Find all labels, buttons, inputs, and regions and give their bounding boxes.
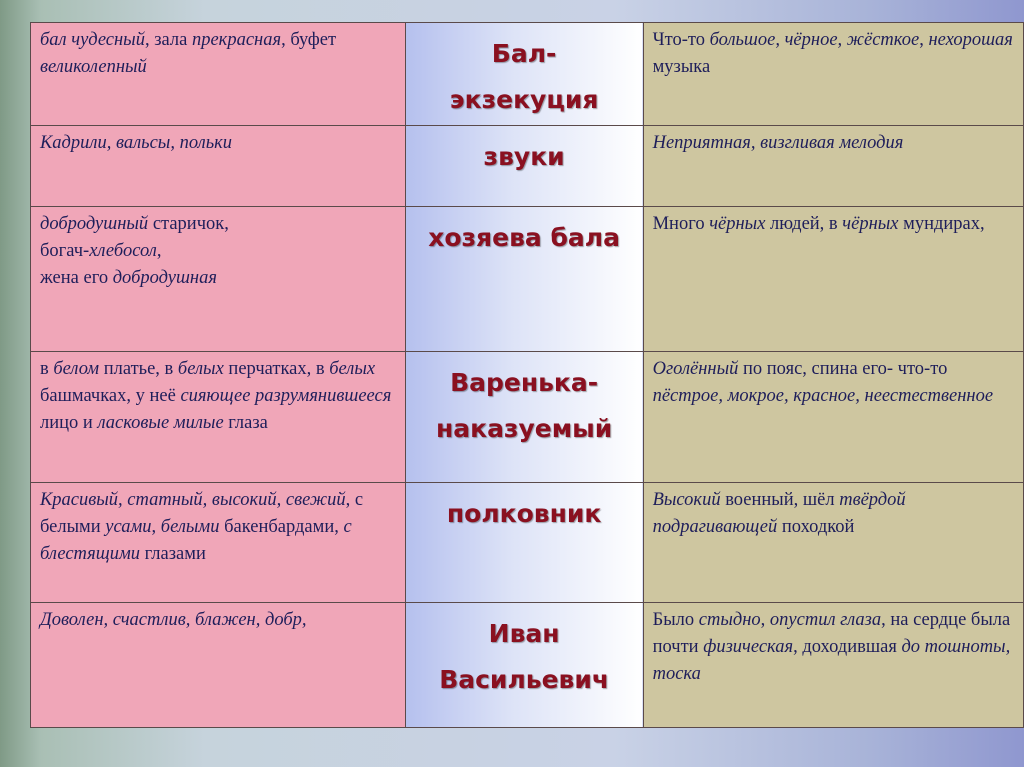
execution-description-cell <box>643 126 1023 207</box>
theme-cell <box>405 603 643 728</box>
text-segment: богач- <box>40 241 90 261</box>
comparison-table <box>30 22 1024 728</box>
theme-label: полковник <box>446 499 602 528</box>
text-segment: твёрдой подрагивающей <box>652 490 906 537</box>
table-row <box>31 126 1024 207</box>
text-segment: глазами <box>140 544 206 564</box>
text-segment: людей, в <box>765 214 843 234</box>
table-row <box>31 603 1024 728</box>
text-segment: военный, шёл <box>720 490 840 510</box>
ball-description-cell <box>31 352 406 483</box>
text-segment: лицо и <box>40 413 98 433</box>
text-segment: , <box>151 517 161 537</box>
text-segment: Высокий <box>652 490 721 510</box>
text-segment: перчатках, в <box>223 359 330 379</box>
text-segment: большое, чёрное, жёсткое <box>709 30 920 50</box>
cell-text <box>653 607 1014 688</box>
cell-text <box>653 356 1014 410</box>
cell-text <box>40 211 396 292</box>
theme-cell <box>405 483 643 603</box>
text-segment: Оголённый <box>652 359 739 379</box>
ball-description-cell <box>31 603 406 728</box>
text-segment: Что-то <box>652 30 710 50</box>
theme-label: Бал- экзекуция <box>449 39 599 114</box>
text-segment: старичок, <box>148 214 229 234</box>
text-segment: , доходившая <box>793 637 902 657</box>
text-segment: хлебосол <box>89 241 157 261</box>
text-segment: чёрных <box>709 214 766 234</box>
ball-description-cell <box>31 23 406 126</box>
cell-text <box>40 607 396 634</box>
text-segment: добродушная <box>112 268 217 288</box>
text-segment: , <box>156 241 162 261</box>
theme-cell <box>405 207 643 352</box>
cell-text <box>40 356 396 437</box>
ball-description-cell <box>31 207 406 352</box>
cell-text <box>40 130 396 157</box>
text-segment: стыдно <box>698 610 761 630</box>
execution-description-cell <box>643 23 1023 126</box>
text-segment: нехорошая <box>928 30 1013 50</box>
text-segment: , <box>760 610 770 630</box>
text-segment: Неприятная, визгливая мелодия <box>652 133 904 153</box>
text-segment: белыми <box>160 517 220 537</box>
text-segment: глаза <box>223 413 268 433</box>
cell-text <box>40 27 396 81</box>
text-segment: Много <box>652 214 710 234</box>
text-segment: усами <box>105 517 152 537</box>
theme-label: хозяева бала <box>428 223 620 252</box>
text-segment: платье, в <box>99 359 178 379</box>
execution-description-cell <box>643 603 1023 728</box>
cell-text <box>653 211 1014 238</box>
ball-description-cell <box>31 483 406 603</box>
table-row <box>31 207 1024 352</box>
text-segment: чёрных <box>842 214 899 234</box>
text-segment: по пояс, спина его- что-то <box>738 359 948 379</box>
table-row <box>31 23 1024 126</box>
text-segment: в <box>40 359 54 379</box>
text-segment: чудесный <box>71 30 145 50</box>
cell-text <box>653 27 1014 81</box>
text-segment: с блестящими <box>40 517 352 564</box>
text-segment: , зала <box>144 30 192 50</box>
execution-description-cell <box>643 483 1023 603</box>
text-segment: , буфет <box>281 30 337 50</box>
text-segment: прекрасная <box>191 30 282 50</box>
text-segment: , с белыми <box>40 490 364 537</box>
text-segment: мундирах, <box>898 214 985 234</box>
text-segment: великолепный <box>40 57 147 77</box>
theme-label: Варенька- наказуемый <box>435 368 613 443</box>
text-segment: опустил глаза <box>769 610 882 630</box>
text-segment: белых <box>177 359 224 379</box>
text-segment: жена его <box>40 268 113 288</box>
cell-text <box>653 130 1014 157</box>
theme-label: Иван Васильевич <box>439 619 610 694</box>
text-segment: , на сердце была почти <box>652 610 1011 657</box>
text-segment: физическая <box>703 637 794 657</box>
ball-description-cell <box>31 126 406 207</box>
execution-description-cell <box>643 207 1023 352</box>
text-segment: Кадрили, вальсы, польки <box>40 133 233 153</box>
theme-label: звуки <box>483 142 565 171</box>
text-segment: бакенбардами, <box>219 517 344 537</box>
text-segment: ласковые милые <box>97 413 224 433</box>
theme-cell <box>405 23 643 126</box>
text-segment: Доволен, счастлив, блажен, добр, <box>40 610 307 630</box>
execution-description-cell <box>643 352 1023 483</box>
text-segment: добродушный <box>40 214 149 234</box>
cell-text <box>653 487 1014 541</box>
text-segment: , <box>919 30 929 50</box>
theme-cell <box>405 126 643 207</box>
text-segment: белых <box>329 359 376 379</box>
cell-text <box>40 487 396 568</box>
text-segment: музыка <box>652 57 711 77</box>
text-segment: пёстрое, мокрое, красное, неестественное <box>652 386 994 406</box>
text-segment: бал <box>40 30 72 50</box>
text-segment: белом <box>53 359 100 379</box>
table-row <box>31 352 1024 483</box>
theme-cell <box>405 352 643 483</box>
text-segment: походкой <box>777 517 855 537</box>
text-segment: Было <box>652 610 699 630</box>
text-segment: башмачках, у неё <box>40 386 181 406</box>
text-segment: Красивый, статный, высокий, свежий <box>40 490 346 510</box>
table-row <box>31 483 1024 603</box>
text-segment: до тошноты, тоска <box>652 637 1011 684</box>
text-segment: сияющее разрумянившееся <box>180 386 392 406</box>
